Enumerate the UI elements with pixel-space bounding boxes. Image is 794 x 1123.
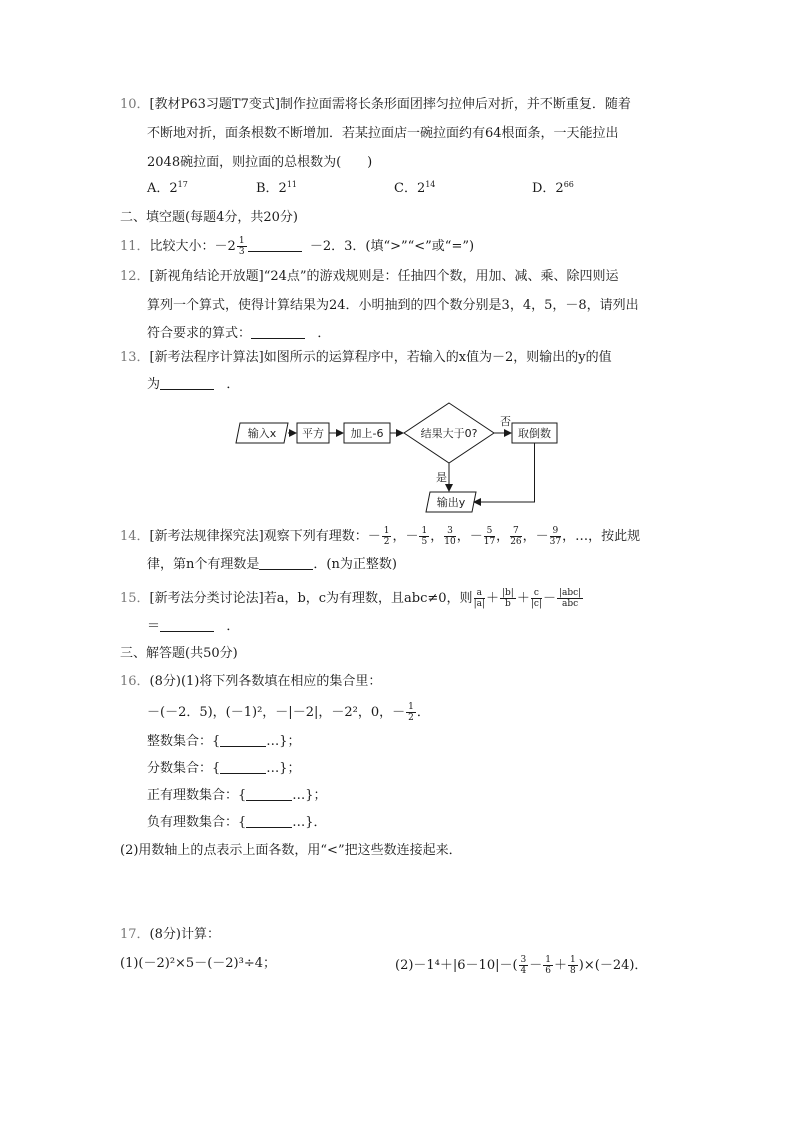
q16-set-fractions: 分数集合：{ …}； (147, 761, 301, 776)
q16-set-integers: 整数集合：{ …}； (147, 734, 301, 749)
set-fractions-blank[interactable] (220, 761, 266, 774)
q10-line1: 10．[教材P63习题T7变式]制作拉面需将长条形面团摔匀拉伸后对折，并不断重复．随着 (120, 97, 631, 112)
flow-output-label: 输出y (436, 496, 466, 509)
q15-line1: 15．[新考法分类讨论法]若a，b，c为有理数，且abc≠0，则 $\frac{a}{|a|}$ ＋ $\frac{|b|}{b}$ ＋ $\frac{c}{|c|}$ － $\frac{\text{|abc|}}{\text{abc}}$ (120, 588, 582, 609)
q15-frac-abc: $\frac{\text{|abc|}}{\text{abc}}$ (558, 588, 582, 609)
flow-add-label: 加上-6 (350, 427, 384, 440)
q12-line3: 符合要求的算式： ． (147, 326, 331, 341)
q17-frac-3-4: $\frac{3}{4}$ (520, 955, 527, 976)
q10-option-b[interactable]: B．$2^{11}$ (256, 180, 298, 196)
q16-numbers: －(－2．5)，(－1)²，－|－2|，－2²，0，－ $\frac{1}{2}$ ． (147, 702, 430, 723)
q15-frac-b: $\frac{|b|}{b}$ (502, 588, 514, 609)
q15-answer-blank[interactable] (160, 619, 214, 632)
q11-answer-blank[interactable] (248, 239, 302, 252)
flow-reciprocal-label: 取倒数 (518, 427, 551, 440)
flow-square-label: 平方 (302, 427, 324, 440)
q14-line2: 律，第n个有理数是 ．(n为正整数) (147, 557, 397, 572)
q13-line1: 13．[新考法程序计算法]如图所示的运算程序中，若输入的x值为－2，则输出的y的值 (120, 350, 612, 365)
q17-intro: 17．(8分)计算： (120, 927, 220, 942)
q15-line2: ＝ ． (147, 619, 240, 634)
q17-frac-1-6: $\frac{1}{6}$ (545, 955, 552, 976)
q12-answer-blank[interactable] (251, 326, 305, 339)
flow-yes-label: 是 (436, 471, 447, 484)
q16-intro: 16．(8分)(1)将下列各数填在相应的集合里： (120, 674, 382, 689)
q16-set-negative: 负有理数集合：{ …}． (147, 815, 327, 830)
q10-line2: 不断地对折，面条根数不断增加．若某拉面店一碗拉面约有64根面条，一天能拉出 (147, 126, 619, 141)
q11-fraction: $\frac{1}{3}$ (238, 236, 245, 257)
section2-title: 二、填空题(每题4分，共20分) (120, 210, 298, 225)
q17-frac-1-8: $\frac{1}{8}$ (570, 955, 576, 976)
q13-line2: 为 ． (147, 377, 240, 392)
flow-input-label: 输入x (247, 427, 277, 440)
q14-term-5: $\frac{7}{26}$ (510, 526, 522, 547)
q10-option-a[interactable]: A．$2^{17}$ (147, 180, 188, 196)
set-integers-blank[interactable] (220, 734, 266, 747)
q14-term-6: $\frac{9}{37}$ (549, 526, 562, 547)
q17-part2: (2)－1⁴＋|6－10|－( $\frac{3}{4}$ － $\frac{1}{6}$ ＋ $\frac{1}{8}$ )×(－24)． (395, 955, 648, 976)
q10-option-c[interactable]: C．$2^{14}$ (394, 180, 436, 196)
set-positive-blank[interactable] (246, 788, 292, 801)
q10-line3: 2048碗拉面，则拉面的总根数为( ) (147, 155, 373, 170)
flow-no-label: 否 (500, 415, 511, 428)
q15-frac-c: $\frac{c}{|c|}$ (530, 588, 542, 609)
q14-answer-blank[interactable] (259, 557, 313, 570)
q10-number: 10． (120, 97, 150, 112)
q16-last-fraction: $\frac{1}{2}$ (408, 702, 414, 723)
q15-frac-a: $\frac{a}{|a|}$ (473, 588, 485, 609)
q16-set-positive: 正有理数集合：{ …}； (147, 788, 327, 803)
q12-line1: 12．[新视角结论开放题]“24点”的游戏规则是：任抽四个数，用加、减、乘、除四则运 (120, 269, 619, 284)
q14-line1: 14．[新考法规律探究法]观察下列有理数：－ $\frac{1}{2}$ ，－ $\frac{1}{5}$ ， $\frac{3}{10}$ ，－ $\frac{5}{17}$ ， $\frac{7}{26}$ ，－ $\frac{9}{37}$ ，…，按此规 (120, 526, 641, 547)
q14-term-2: $\frac{1}{5}$ (421, 526, 428, 547)
q11-line: 11．比较大小：－2 $\frac{1}{3}$ －2．3．(填“>”“<”或“=”) (120, 236, 475, 257)
q13-flowchart (230, 398, 590, 518)
q10-option-d[interactable]: D．$2^{66}$ (532, 180, 574, 196)
q14-term-3: $\frac{3}{10}$ (444, 526, 456, 547)
flow-decision-label: 结果大于0? (420, 427, 478, 440)
q14-term-1: $\frac{1}{2}$ (383, 526, 390, 547)
q16-part2: (2)用数轴上的点表示上面各数，用“<”把这些数连接起来． (120, 843, 462, 858)
q14-term-4: $\frac{5}{17}$ (483, 526, 496, 547)
set-negative-blank[interactable] (246, 815, 292, 828)
q17-part1: (1)(－2)²×5－(－2)³÷4； (120, 956, 276, 971)
q13-answer-blank[interactable] (160, 377, 214, 390)
q12-line2: 算列一个算式，使得计算结果为24．小明抽到的四个数分别是3，4，5，－8，请列出 (147, 298, 639, 313)
section3-title: 三、解答题(共50分) (120, 646, 238, 661)
